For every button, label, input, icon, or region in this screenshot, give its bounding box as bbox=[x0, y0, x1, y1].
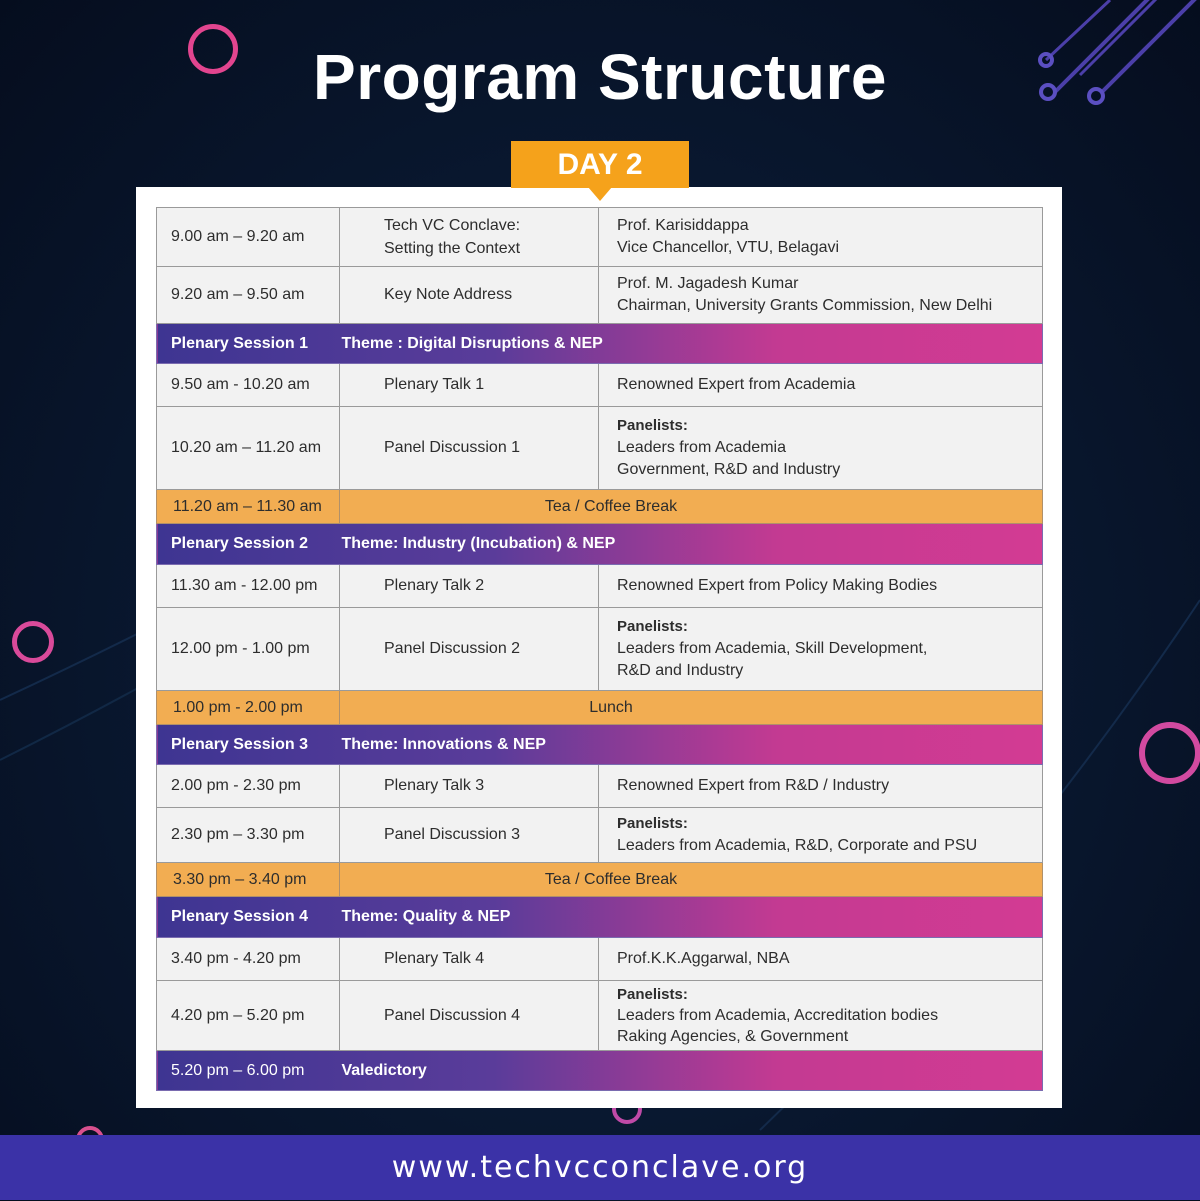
panelists-label: Panelists: bbox=[617, 986, 688, 1003]
time-cell: 4.20 pm – 5.20 pm bbox=[157, 981, 340, 1051]
speaker-cell bbox=[599, 208, 1043, 267]
footer-url[interactable]: www.techvcconclave.org bbox=[0, 1135, 1200, 1200]
time-cell: 9.00 am – 9.20 am bbox=[157, 208, 340, 267]
event-cell: Plenary Talk 1 bbox=[340, 364, 599, 407]
table-row bbox=[157, 267, 1043, 324]
event-cell: Panel Discussion 3 bbox=[340, 808, 599, 863]
speaker-line: Leaders from Academia, Accreditation bodies bbox=[617, 1007, 939, 1024]
session-row bbox=[157, 324, 1043, 364]
table-row bbox=[157, 407, 1043, 490]
time-cell: 3.40 pm - 4.20 pm bbox=[157, 938, 340, 981]
session-name: Plenary Session 1 bbox=[171, 334, 308, 352]
table-row bbox=[157, 608, 1043, 691]
time-cell: 2.30 pm – 3.30 pm bbox=[157, 808, 340, 863]
decorative-ring bbox=[1139, 722, 1200, 784]
time-cell: 11.30 am - 12.00 pm bbox=[157, 565, 340, 608]
table-row bbox=[157, 765, 1043, 808]
time-cell: 10.20 am – 11.20 am bbox=[157, 407, 340, 490]
panelists-label: Panelists: bbox=[617, 417, 688, 434]
speaker-cell: Prof.K.K.Aggarwal, NBA bbox=[599, 938, 1043, 981]
speaker-cell: Renowned Expert from R&D / Industry bbox=[599, 765, 1043, 808]
event-cell: Plenary Talk 4 bbox=[340, 938, 599, 981]
break-row bbox=[157, 691, 1043, 725]
session-row bbox=[157, 897, 1043, 938]
day-badge: DAY 2 bbox=[511, 141, 689, 188]
session-theme: Theme: Industry (Incubation) & NEP bbox=[341, 535, 616, 552]
speaker-line: Leaders from Academia bbox=[617, 439, 786, 456]
time-cell: 5.20 pm – 6.00 pm bbox=[171, 1061, 305, 1079]
event-line: Setting the Context bbox=[384, 240, 521, 257]
speaker-line: Leaders from Academia, Skill Development, bbox=[617, 640, 928, 657]
speaker-line: Raking Agencies, & Government bbox=[617, 1028, 849, 1045]
page-title: Program Structure bbox=[313, 41, 887, 113]
speaker-line: Vice Chancellor, VTU, Belagavi bbox=[617, 239, 840, 256]
schedule-table bbox=[156, 207, 1043, 1091]
schedule-card bbox=[136, 187, 1062, 1108]
speaker-line: R&D and Industry bbox=[617, 662, 744, 679]
break-row bbox=[157, 490, 1043, 524]
table-row bbox=[157, 981, 1043, 1051]
speaker-line: Leaders from Academia, R&D, Corporate and PSU bbox=[617, 837, 978, 854]
session-name: Plenary Session 2 bbox=[171, 535, 308, 552]
time-cell: 9.50 am - 10.20 am bbox=[157, 364, 340, 407]
break-label: Tea / Coffee Break bbox=[340, 490, 1043, 524]
session-row bbox=[157, 524, 1043, 565]
time-cell: 12.00 pm - 1.00 pm bbox=[157, 608, 340, 691]
speaker-line: Prof. M. Jagadesh Kumar bbox=[617, 275, 799, 292]
event-cell: Plenary Talk 2 bbox=[340, 565, 599, 608]
session-name: Plenary Session 4 bbox=[171, 908, 308, 925]
break-label: Lunch bbox=[340, 691, 1043, 725]
speaker-line: Chairman, University Grants Commission, New Delhi bbox=[617, 297, 993, 314]
session-theme: Theme: Quality & NEP bbox=[341, 908, 511, 925]
valedictory-row bbox=[157, 1051, 1043, 1091]
time-cell: 2.00 pm - 2.30 pm bbox=[157, 765, 340, 808]
panelists-label: Panelists: bbox=[617, 618, 688, 635]
table-row bbox=[157, 208, 1043, 267]
event-cell: Key Note Address bbox=[340, 267, 599, 324]
speaker-cell bbox=[599, 608, 1043, 691]
time-cell: 3.30 pm – 3.40 pm bbox=[157, 863, 340, 897]
speaker-cell: Renowned Expert from Policy Making Bodies bbox=[599, 565, 1043, 608]
panelists-label: Panelists: bbox=[617, 815, 688, 832]
break-row bbox=[157, 863, 1043, 897]
speaker-cell bbox=[599, 808, 1043, 863]
time-cell: 1.00 pm - 2.00 pm bbox=[157, 691, 340, 725]
event-cell bbox=[340, 208, 599, 267]
session-row bbox=[157, 725, 1043, 765]
speaker-cell bbox=[599, 981, 1043, 1051]
decorative-ring bbox=[12, 621, 54, 663]
event-cell: Panel Discussion 4 bbox=[340, 981, 599, 1051]
speaker-line: Government, R&D and Industry bbox=[617, 461, 841, 478]
table-row bbox=[157, 808, 1043, 863]
speaker-cell bbox=[599, 267, 1043, 324]
table-row bbox=[157, 938, 1043, 981]
event-cell: Panel Discussion 2 bbox=[340, 608, 599, 691]
speaker-cell: Renowned Expert from Academia bbox=[599, 364, 1043, 407]
session-theme: Theme: Innovations & NEP bbox=[341, 735, 546, 753]
event-cell: Panel Discussion 1 bbox=[340, 407, 599, 490]
time-cell: 9.20 am – 9.50 am bbox=[157, 267, 340, 324]
speaker-cell bbox=[599, 407, 1043, 490]
valedictory-label: Valedictory bbox=[341, 1061, 427, 1079]
time-cell: 11.20 am – 11.30 am bbox=[157, 490, 340, 524]
event-cell: Plenary Talk 3 bbox=[340, 765, 599, 808]
table-row bbox=[157, 565, 1043, 608]
speaker-line: Prof. Karisiddappa bbox=[617, 217, 749, 234]
session-theme: Theme : Digital Disruptions & NEP bbox=[341, 334, 603, 352]
break-label: Tea / Coffee Break bbox=[340, 863, 1043, 897]
table-row bbox=[157, 364, 1043, 407]
event-line: Tech VC Conclave: bbox=[384, 217, 521, 234]
session-name: Plenary Session 3 bbox=[171, 735, 308, 753]
